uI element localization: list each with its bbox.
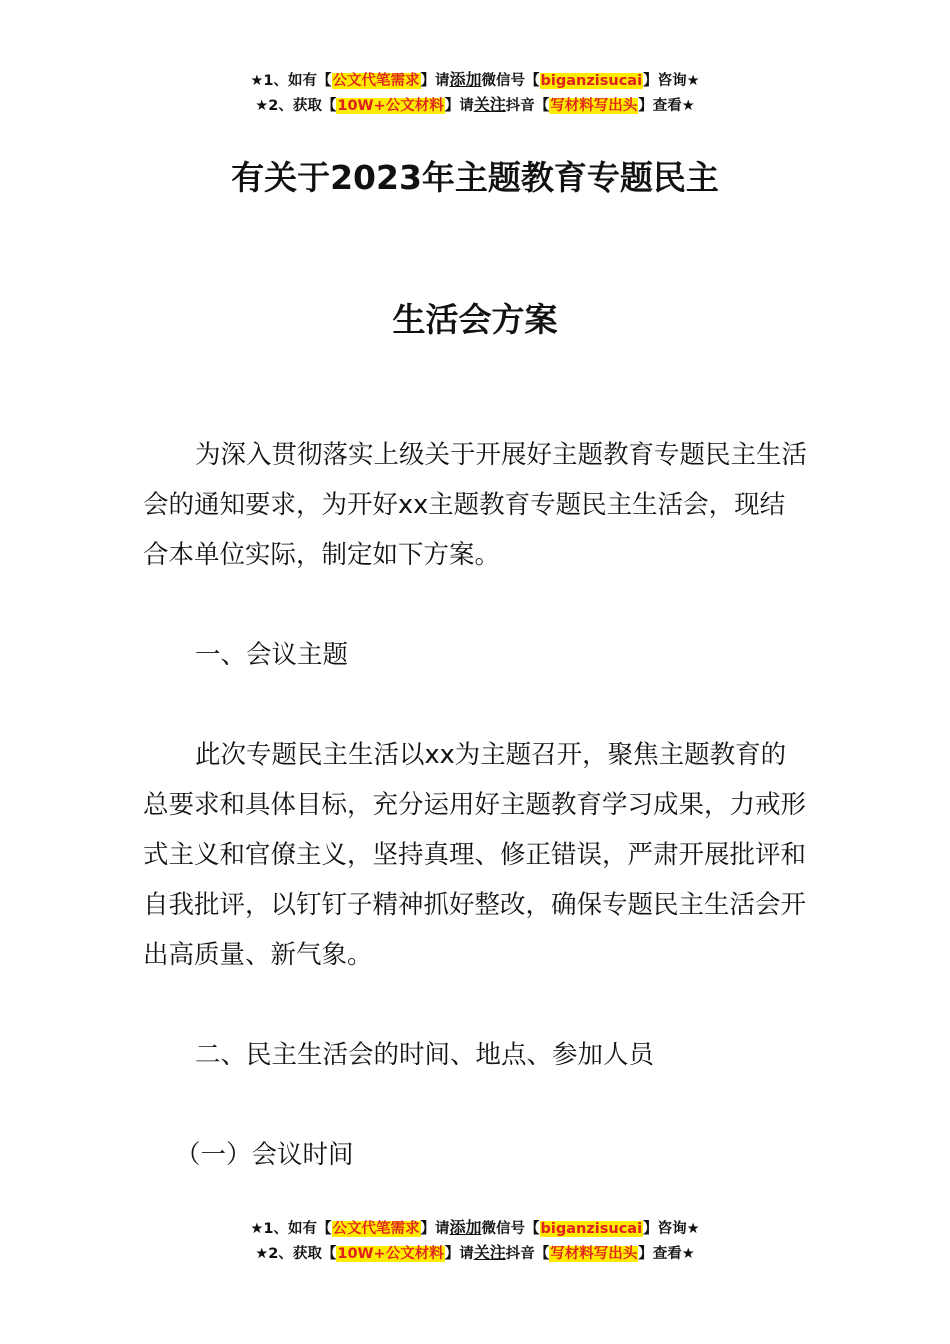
- ad-line-2: ★2、获取【10W+公文材料】请关注抖音【写材料写出头】查看★: [255, 1243, 695, 1262]
- wechat-id: biganzisucai: [540, 1221, 643, 1237]
- douyin-account: 写材料写出头: [550, 98, 638, 114]
- service-highlight: 公文代笔需求: [332, 73, 420, 89]
- material-highlight: 10W+公文材料: [337, 1246, 444, 1262]
- document-body: [143, 430, 809, 1180]
- section-heading: 二、民主生活会的时间、地点、参加人员: [195, 1040, 655, 1070]
- document-title-line-1: 有关于2023年主题教育专题民主: [231, 158, 719, 197]
- subsection-heading: （一）会议时间: [175, 1140, 354, 1170]
- section-heading: 一、会议主题: [195, 640, 349, 670]
- material-highlight: 10W+公文材料: [337, 98, 444, 114]
- header-ad-banner: [0, 68, 950, 118]
- intro-paragraph: 为深入贯彻落实上级关于开展好主题教育专题民主生活会的通知要求，为开好xx主题教育专题民主生活会，现结合本单位实际，制定如下方案。: [143, 440, 808, 570]
- section-paragraph: 此次专题民主生活以xx为主题召开，聚焦主题教育的总要求和具体目标，充分运用好主题教育学习成果，力戒形式主义和官僚主义，坚持真理、修正错误，严肃开展批评和自我批评，以钉钉子精神抓好整改，确保专题民主生活会开出高质量、新气象。: [143, 740, 807, 970]
- ad-line-1: ★1、如有【公文代笔需求】请添加微信号【biganzisucai】咨询★: [250, 70, 700, 89]
- footer-ad-banner: [0, 1216, 950, 1266]
- ad-line-2: ★2、获取【10W+公文材料】请关注抖音【写材料写出头】查看★: [255, 95, 695, 114]
- wechat-id: biganzisucai: [540, 73, 643, 89]
- ad-line-1: ★1、如有【公文代笔需求】请添加微信号【biganzisucai】咨询★: [250, 1218, 700, 1237]
- service-highlight: 公文代笔需求: [332, 1221, 420, 1237]
- douyin-account: 写材料写出头: [550, 1246, 638, 1262]
- document-title-line-2: 生活会方案: [392, 300, 558, 339]
